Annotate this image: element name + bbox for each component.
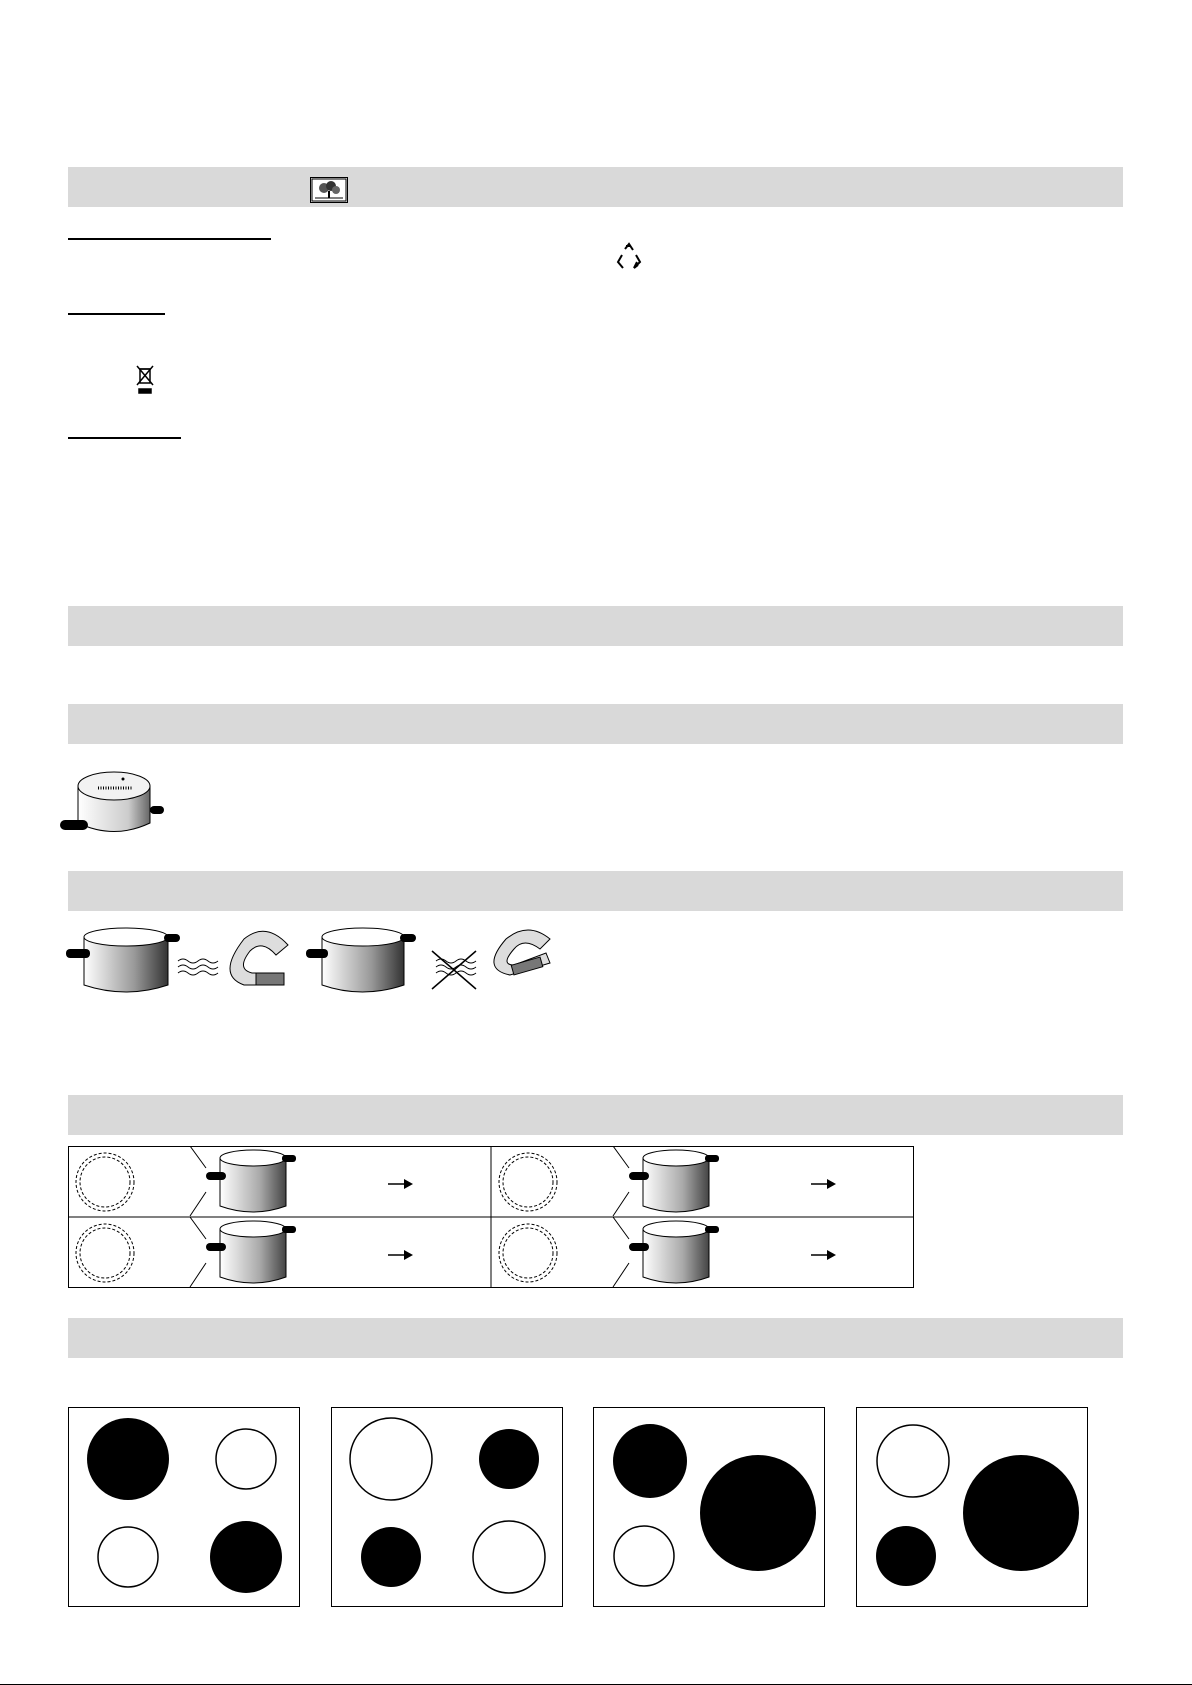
cooking-zone-filled xyxy=(613,1424,687,1498)
cooking-zone-filled xyxy=(700,1455,816,1571)
cooking-zone-filled xyxy=(210,1521,282,1593)
cooking-zone-outline xyxy=(499,1224,557,1282)
section-header-4 xyxy=(68,871,1123,911)
pot-handle-right xyxy=(705,1226,719,1233)
subheading-underline-1 xyxy=(68,238,271,240)
section-header-2 xyxy=(68,606,1123,646)
magnet-test-illustration xyxy=(66,925,566,997)
arrow-head-icon xyxy=(827,1179,836,1189)
pot-handle-right xyxy=(705,1155,719,1162)
cooking-zone-outline xyxy=(499,1153,557,1211)
cooking-zone-outline-inner xyxy=(80,1157,130,1207)
arrow-head-icon xyxy=(827,1250,836,1260)
covered-pot-icon xyxy=(58,768,168,840)
arrow-head-icon xyxy=(404,1179,413,1189)
cooking-zone-outline xyxy=(76,1224,134,1282)
subheading-underline-2 xyxy=(68,313,165,315)
cooking-zone-filled xyxy=(361,1527,421,1587)
section-header-6 xyxy=(68,1318,1123,1358)
pot-rim xyxy=(220,1221,286,1237)
cooking-zone-empty xyxy=(473,1521,545,1593)
pot-handle-left xyxy=(629,1243,649,1251)
section-header-environment xyxy=(68,167,1123,207)
hob-layout-4 xyxy=(856,1407,1088,1607)
cooking-zone-empty xyxy=(216,1429,276,1489)
cell-diagonal xyxy=(190,1217,206,1287)
cooking-zone-empty xyxy=(614,1526,674,1586)
cooking-zone-empty xyxy=(350,1418,432,1500)
hob-layout-2 xyxy=(331,1407,563,1607)
cooking-zone-filled xyxy=(963,1455,1079,1571)
section-header-3 xyxy=(68,704,1123,744)
cooking-zone-outline-inner xyxy=(503,1157,553,1207)
tree-sticker-icon xyxy=(310,177,348,203)
cooking-zone-filled xyxy=(87,1418,169,1500)
cooking-zone-empty xyxy=(877,1425,949,1497)
pot-rim xyxy=(220,1150,286,1166)
cooking-zone-outline-inner xyxy=(80,1228,130,1278)
cooking-zone-outline xyxy=(76,1153,134,1211)
pot-rim xyxy=(643,1150,709,1166)
cooking-zone-filled xyxy=(479,1429,539,1489)
subheading-underline-3 xyxy=(68,437,181,439)
pot-handle-right xyxy=(282,1155,296,1162)
cell-diagonal xyxy=(190,1146,206,1216)
pot-size-table xyxy=(68,1146,914,1288)
crossed-out-bin-icon xyxy=(134,363,156,395)
pot-handle-left xyxy=(206,1243,226,1251)
pot-handle-right xyxy=(282,1226,296,1233)
pot-handle-left xyxy=(206,1172,226,1180)
pot-rim xyxy=(643,1221,709,1237)
arrow-head-icon xyxy=(404,1250,413,1260)
cooking-zone-filled xyxy=(876,1526,936,1586)
cell-diagonal xyxy=(613,1217,629,1287)
section-header-5 xyxy=(68,1095,1123,1135)
cooking-zone-outline-inner xyxy=(503,1228,553,1278)
cell-diagonal xyxy=(613,1146,629,1216)
hob-layout-3 xyxy=(593,1407,825,1607)
recycle-icon xyxy=(614,242,644,272)
pot-handle-left xyxy=(629,1172,649,1180)
hob-layout-1 xyxy=(68,1407,300,1607)
cooking-zone-empty xyxy=(98,1527,158,1587)
